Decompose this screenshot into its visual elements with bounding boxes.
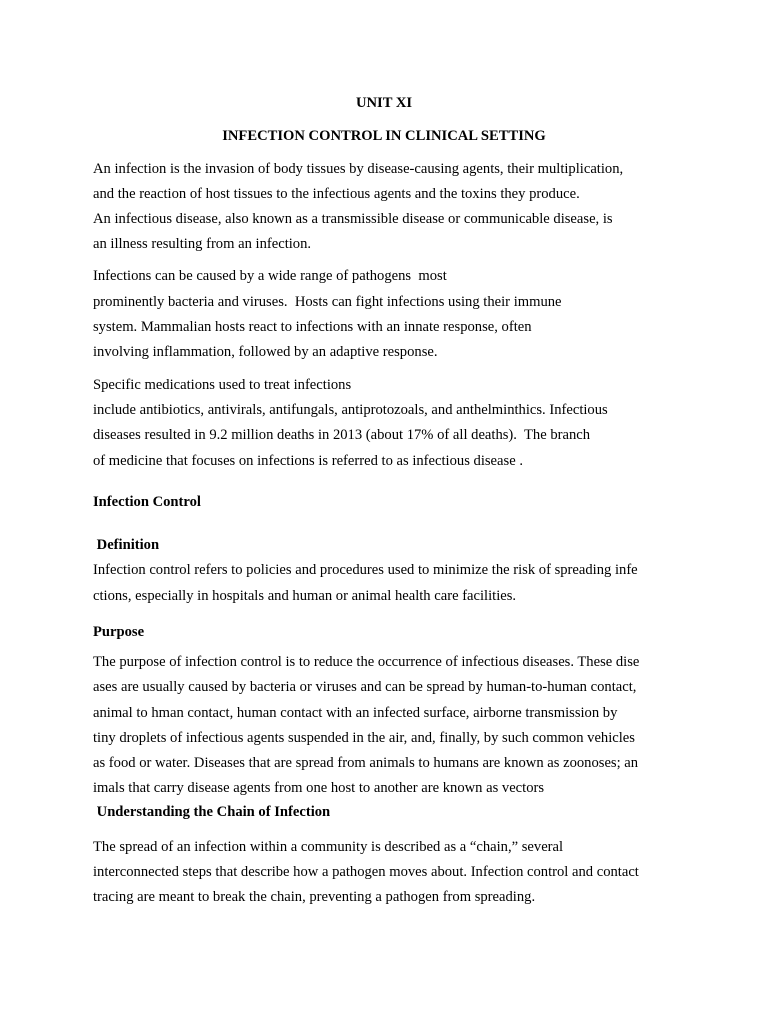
purpose-line: animal to hman contact, human contact with an infected surface, airborne transmission by: [93, 705, 618, 721]
unit-title: UNIT XI: [355, 95, 413, 111]
pathogen-line: prominently bacteria and viruses. Hosts can fight infections using their immune: [93, 294, 562, 310]
definition-line: ctions, especially in hospitals and human or animal health care facilities.: [93, 588, 517, 604]
intro-line: An infection is the invasion of body tissues by disease-causing agents, their multiplication,: [93, 161, 624, 177]
purpose-line: tiny droplets of infectious agents suspended in the air, and, finally, by such common vehicles: [93, 730, 635, 746]
intro-line: an illness resulting from an infection.: [93, 236, 312, 252]
purpose-heading: Purpose: [93, 624, 145, 640]
purpose-line: The purpose of infection control is to reduce the occurrence of infectious diseases. These dise: [93, 654, 640, 670]
purpose-line: imals that carry disease agents from one host to another are known as vectors: [93, 780, 545, 796]
purpose-line: ases are usually caused by bacteria or viruses and can be spread by human-to-human contact,: [93, 679, 637, 695]
medication-line: of medicine that focuses on infections is referred to as infectious disease .: [93, 453, 523, 469]
medication-line: Specific medications used to treat infections: [93, 377, 352, 393]
chain-line: The spread of an infection within a community is described as a “chain,” several: [93, 839, 564, 855]
medication-line: diseases resulted in 9.2 million deaths in 2013 (about 17% of all deaths). The branch: [93, 427, 591, 443]
pathogen-line: Infections can be caused by a wide range of pathogens most: [93, 268, 447, 284]
intro-line: and the reaction of host tissues to the infectious agents and the toxins they produce.: [93, 186, 580, 202]
chain-heading: Understanding the Chain of Infection: [93, 804, 331, 820]
definition-heading: Definition: [93, 537, 160, 553]
pathogen-line: system. Mammalian hosts react to infections with an innate response, often: [93, 319, 532, 335]
medication-line: include antibiotics, antivirals, antifungals, antiprotozoals, and anthelminthics. Infectious: [93, 402, 608, 418]
definition-line: Infection control refers to policies and procedures used to minimize the risk of spreading infe: [93, 562, 638, 578]
purpose-line: as food or water. Diseases that are spread from animals to humans are known as zoonoses; an: [93, 755, 639, 771]
intro-line: An infectious disease, also known as a transmissible disease or communicable disease, is: [93, 211, 613, 227]
chain-line: tracing are meant to break the chain, preventing a pathogen from spreading.: [93, 889, 536, 905]
infection-control-heading: Infection Control: [93, 494, 201, 510]
chain-line: interconnected steps that describe how a pathogen moves about. Infection control and contact: [93, 864, 639, 880]
pathogen-line: involving inflammation, followed by an adaptive response.: [93, 344, 438, 360]
main-title: INFECTION CONTROL IN CLINICAL SETTING: [222, 128, 546, 144]
